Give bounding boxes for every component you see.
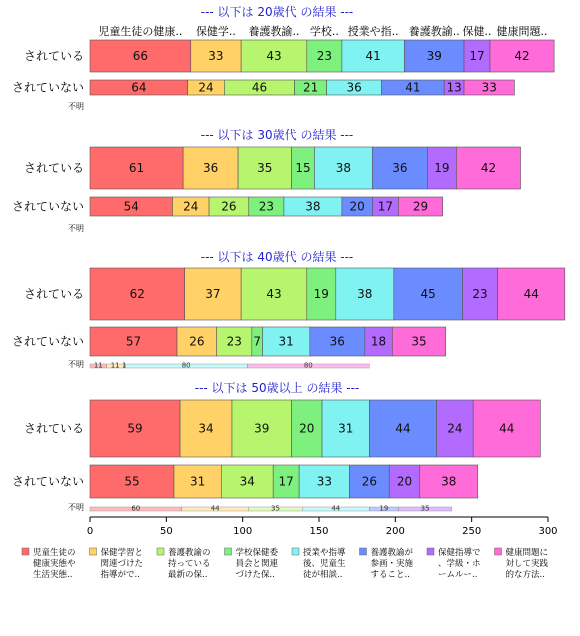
legend-item xyxy=(360,547,414,580)
bar-value-label: 44 xyxy=(395,421,411,436)
bar-value-label: 34 xyxy=(239,474,255,489)
bar-value-label: 15 xyxy=(295,161,311,175)
bar-value-label: 26 xyxy=(221,199,237,214)
legend xyxy=(22,547,549,580)
column-header: 保健.. xyxy=(462,25,492,38)
bar-value-label: 61 xyxy=(128,161,145,175)
bar-value-label: 43 xyxy=(266,287,282,301)
na-value-label: 80 xyxy=(303,361,313,370)
bar-value-label: 24 xyxy=(447,421,463,436)
legend-label: 保健学習と xyxy=(100,548,144,558)
bar-value-label: 17 xyxy=(469,49,485,63)
legend-item xyxy=(495,547,549,580)
row-label: されていない xyxy=(11,199,84,214)
bar-value-label: 26 xyxy=(189,334,205,349)
legend-label: 授業や指導 xyxy=(303,548,346,558)
legend-item xyxy=(22,547,76,580)
bar-value-label: 33 xyxy=(316,474,332,489)
legend-label: 員会と関連 xyxy=(235,559,279,569)
row-label: されていない xyxy=(11,80,84,95)
bar-value-label: 36 xyxy=(329,334,345,349)
row-label: されていない xyxy=(11,334,84,349)
bar-value-label: 17 xyxy=(377,199,394,214)
column-header: 養護教諭.. xyxy=(408,25,460,38)
legend-label: 的な方法.. xyxy=(505,570,545,580)
panel xyxy=(12,127,521,233)
bar-value-label: 39 xyxy=(254,421,270,436)
bar-value-label: 36 xyxy=(392,161,408,175)
x-tick-label: 150 xyxy=(309,526,329,537)
bar-value-label: 33 xyxy=(481,80,497,95)
row-label: されている xyxy=(23,287,84,301)
na-row-label: 不明 xyxy=(68,360,84,369)
legend-label: 最新の保.. xyxy=(168,570,208,580)
na-value-label: 35 xyxy=(271,504,280,513)
legend-label: すること.. xyxy=(370,570,410,580)
legend-item xyxy=(225,547,279,580)
legend-label: 持っている xyxy=(168,559,211,569)
legend-swatch xyxy=(157,548,164,555)
x-tick-label: 50 xyxy=(159,526,173,537)
na-value-label: 44 xyxy=(331,504,341,513)
row-label: されている xyxy=(23,49,84,63)
na-row-label: 不明 xyxy=(68,503,84,512)
na-row-label: 不明 xyxy=(68,102,84,111)
legend-label: 児童生徒の xyxy=(33,548,76,558)
x-tick-label: 300 xyxy=(538,526,558,537)
bar-value-label: 19 xyxy=(313,287,329,301)
bar-value-label: 29 xyxy=(412,199,429,214)
bar-value-label: 42 xyxy=(480,161,497,175)
legend-label: 、学級・ホ xyxy=(438,559,481,569)
bar-value-label: 34 xyxy=(198,421,214,436)
na-value-label: 44 xyxy=(210,504,220,513)
bar-value-label: 23 xyxy=(472,287,488,301)
panel-title: --- 以下は 50歳以上 の結果 --- xyxy=(194,381,360,395)
bar-value-label: 59 xyxy=(127,421,143,436)
bar-value-label: 66 xyxy=(132,49,149,63)
bar-value-label: 36 xyxy=(202,161,219,175)
x-tick-label: 250 xyxy=(462,526,482,537)
chart-panels xyxy=(12,4,565,513)
bar-value-label: 42 xyxy=(514,49,530,63)
legend-label: 参画・実施 xyxy=(370,559,414,569)
bar-value-label: 44 xyxy=(523,287,539,301)
legend-item xyxy=(90,547,144,580)
column-header: 保健学.. xyxy=(195,25,236,38)
bar-value-label: 57 xyxy=(125,334,142,349)
row-label: されていない xyxy=(11,474,84,489)
legend-label: 養護教諭の xyxy=(168,548,211,558)
bar-value-label: 20 xyxy=(349,199,365,214)
column-header: 児童生徒の健康.. xyxy=(98,25,183,38)
bar-value-label: 33 xyxy=(208,49,224,63)
bar-value-label: 7 xyxy=(253,334,261,349)
legend-label: 保健指導で xyxy=(438,548,481,558)
bar-value-label: 23 xyxy=(316,49,332,63)
bar-value-label: 38 xyxy=(335,161,352,175)
panel xyxy=(12,380,540,513)
bar-value-label: 38 xyxy=(305,199,321,214)
bar-value-label: 23 xyxy=(226,334,242,349)
legend-swatch xyxy=(427,548,434,555)
legend-label: づけた保.. xyxy=(235,570,275,580)
legend-label: 後、児童生 xyxy=(303,559,346,569)
legend-swatch xyxy=(90,548,97,555)
column-header: 授業や指.. xyxy=(347,25,399,38)
na-value-label: 1 xyxy=(122,361,127,370)
legend-swatch xyxy=(225,548,232,555)
bar-value-label: 54 xyxy=(123,199,139,214)
legend-label: 指導がで.. xyxy=(100,570,140,580)
column-header: 養護教諭.. xyxy=(248,25,300,38)
na-row-label: 不明 xyxy=(68,224,84,233)
na-value-label: 60 xyxy=(131,504,141,513)
bar-value-label: 26 xyxy=(361,474,378,489)
bar-value-label: 55 xyxy=(124,474,140,489)
legend-label: 徒が相談.. xyxy=(303,570,343,580)
bar-value-label: 38 xyxy=(441,474,457,489)
x-tick-label: 0 xyxy=(86,526,94,537)
bar-value-label: 24 xyxy=(183,199,199,214)
bar-value-label: 20 xyxy=(396,474,413,489)
row-label: されている xyxy=(23,421,84,436)
column-header: 健康問題.. xyxy=(496,25,548,38)
bar-value-label: 17 xyxy=(278,474,294,489)
legend-label: ームルー.. xyxy=(438,570,478,580)
legend-item xyxy=(157,547,211,580)
column-headers xyxy=(98,24,547,38)
legend-swatch xyxy=(22,548,29,555)
bar-value-label: 41 xyxy=(405,80,421,95)
legend-label: 対して実践 xyxy=(505,559,549,569)
bar-value-label: 24 xyxy=(198,80,214,95)
legend-label: 養護教諭が xyxy=(370,548,414,558)
bar-value-label: 37 xyxy=(205,287,221,301)
bar-value-label: 39 xyxy=(426,49,442,63)
bar-value-label: 31 xyxy=(189,474,206,489)
bar-value-label: 45 xyxy=(420,287,436,301)
x-axis xyxy=(87,517,558,537)
x-tick-label: 100 xyxy=(233,526,253,537)
bar-value-label: 62 xyxy=(129,287,145,301)
na-value-label: 11 xyxy=(93,361,103,370)
legend-swatch xyxy=(495,548,502,555)
bar-value-label: 31 xyxy=(278,334,294,349)
panel-title: --- 以下は 40歳代 の結果 --- xyxy=(200,250,354,264)
panel xyxy=(12,4,554,111)
legend-swatch xyxy=(360,548,367,555)
legend-label: 生活実態.. xyxy=(33,570,73,580)
na-value-label: 35 xyxy=(420,504,430,513)
legend-swatch xyxy=(292,548,299,555)
na-value-label: 19 xyxy=(379,504,389,513)
legend-label: 健康問題に xyxy=(505,548,549,558)
bar-value-label: 38 xyxy=(357,287,373,301)
bar-value-label: 13 xyxy=(446,80,462,95)
column-header: 学校.. xyxy=(309,25,339,38)
bar-value-label: 31 xyxy=(338,421,354,436)
bar-value-label: 35 xyxy=(411,334,427,349)
bar-value-label: 18 xyxy=(370,334,387,349)
bar-value-label: 46 xyxy=(251,80,268,95)
legend-label: 関連づけた xyxy=(100,559,144,569)
bar-value-label: 23 xyxy=(258,199,274,214)
legend-label: 健康実態や xyxy=(33,559,76,569)
panel-title: --- 以下は 30歳代 の結果 --- xyxy=(200,128,354,142)
panel-title: --- 以下は 20歳代 の結果 --- xyxy=(200,5,354,19)
na-value-label: 11 xyxy=(110,361,120,370)
row-label: されている xyxy=(23,161,84,175)
bar-value-label: 19 xyxy=(434,161,450,175)
x-tick-label: 200 xyxy=(385,526,405,537)
bar-value-label: 36 xyxy=(346,80,362,95)
legend-item xyxy=(292,547,346,580)
legend-item xyxy=(427,547,481,580)
legend-label: 学校保健委 xyxy=(235,548,279,558)
bar-value-label: 44 xyxy=(499,421,515,436)
bar-value-label: 64 xyxy=(131,80,147,95)
bar-value-label: 43 xyxy=(266,49,282,63)
bar-value-label: 41 xyxy=(365,49,381,63)
bar-value-label: 35 xyxy=(257,161,273,175)
bar-value-label: 20 xyxy=(299,421,315,436)
panel xyxy=(12,249,565,370)
bar-value-label: 21 xyxy=(302,80,319,95)
na-value-label: 80 xyxy=(181,361,191,370)
